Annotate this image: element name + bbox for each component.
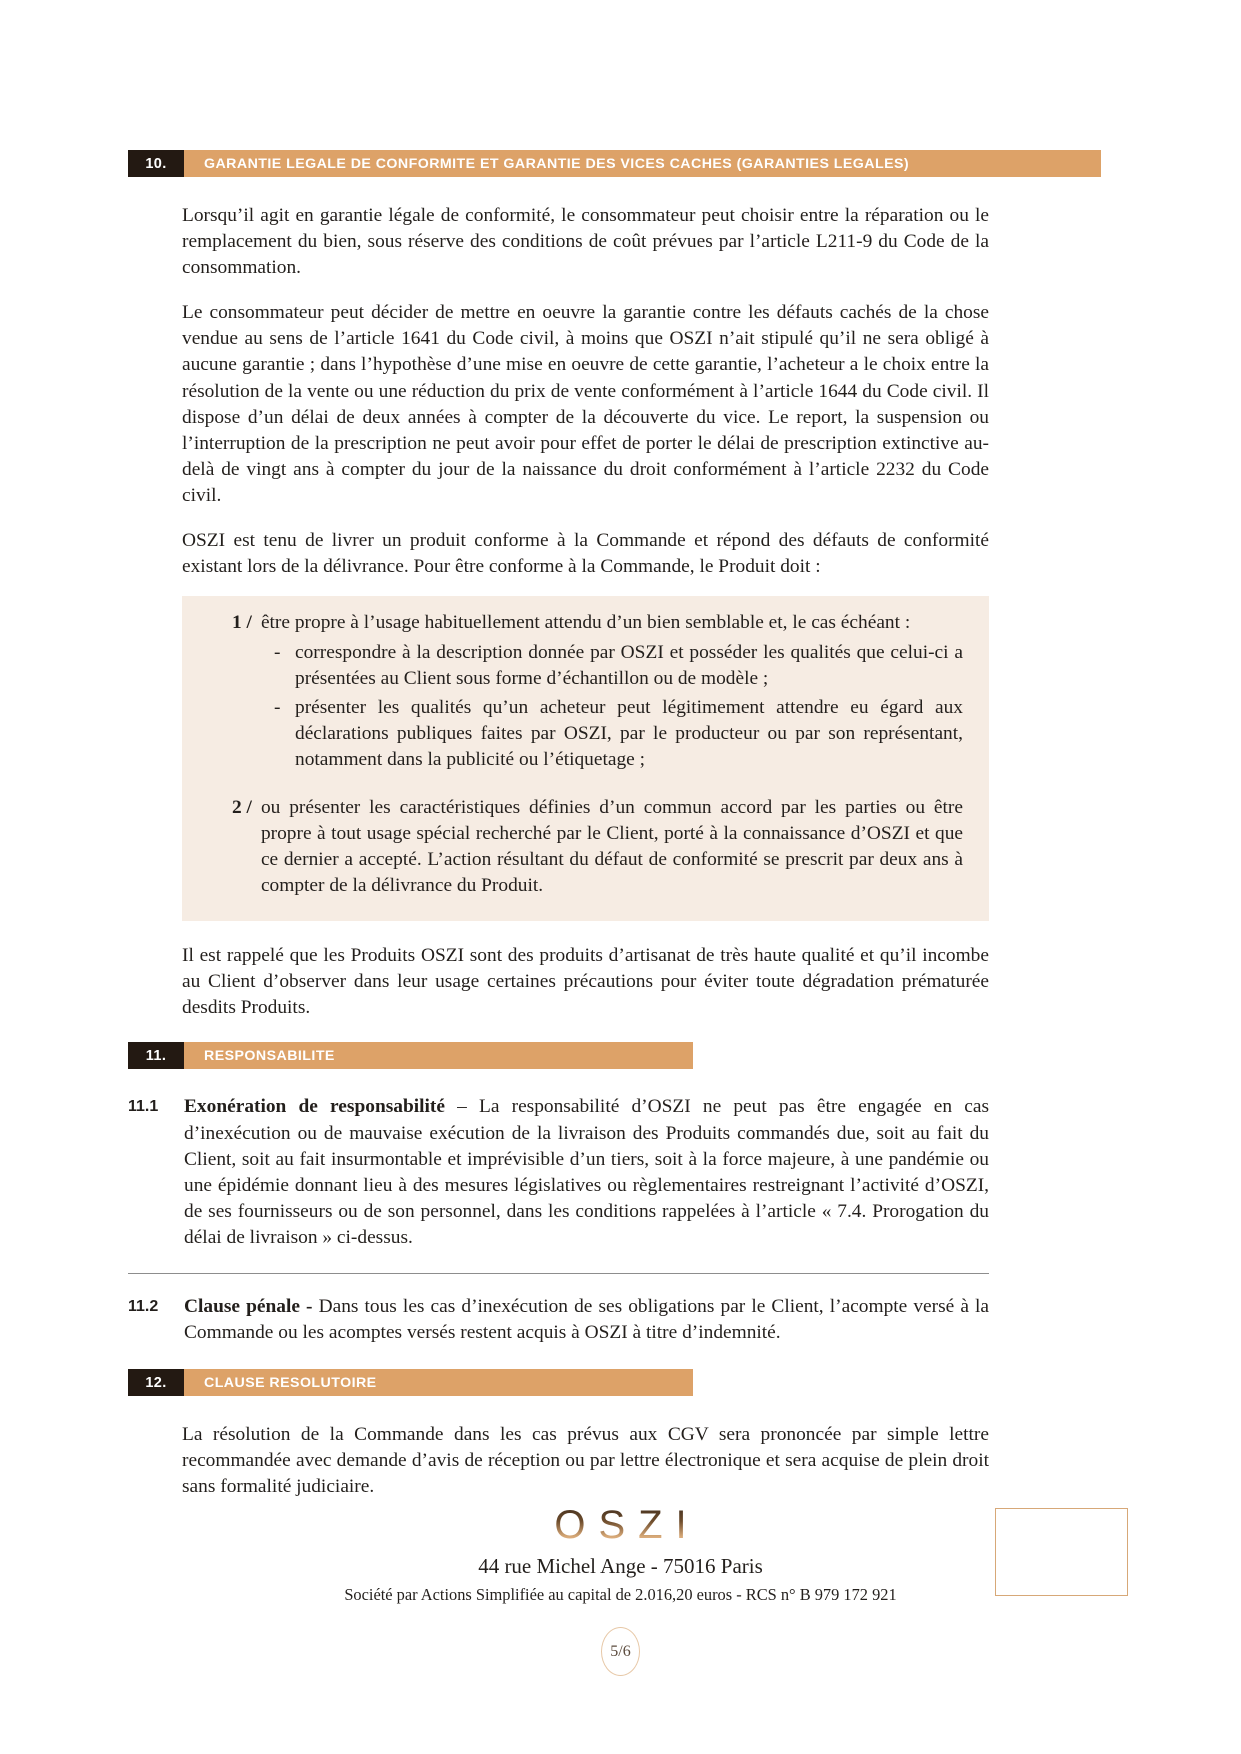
paragraph-3: OSZI est tenu de livrer un produit conforme à la Commande et répond des défauts de conformité existant lors de la délivrance. Pour être conforme à la Commande, le Produit doit : (182, 530, 989, 578)
section-header-10 (128, 150, 1101, 177)
list-item (208, 695, 963, 773)
page-number: 5/6 (601, 1627, 640, 1676)
dash-bullet-icon: - (274, 642, 281, 664)
callout-item-1-marker: 1 / (232, 612, 252, 634)
section-number-11: 11. (128, 1042, 184, 1069)
paragraph-5: La résolution de la Commande dans les cas prévus aux CGV sera prononcée par simple lettre recommandée avec demande d’avis de réception ou par lettre électronique et sera acquise de plein droit sans formalité judiciaire. (182, 1424, 989, 1498)
callout-bullet-1-text: correspondre à la description donnée par OSZI et posséder les qualités que celui-ci a présentées au Client sous forme d’échantillon ou de modèle ; (295, 642, 963, 690)
section-10-body (182, 203, 989, 580)
subsection-divider (128, 1273, 989, 1274)
subsection-11-2 (128, 1294, 989, 1346)
subsection-11-1-number: 11.1 (128, 1098, 159, 1116)
list-item (208, 640, 963, 692)
section-12-body (182, 1422, 989, 1500)
conformity-requirements-callout (182, 596, 989, 921)
section-title-10: GARANTIE LEGALE DE CONFORMITE ET GARANTIE DES VICES CACHES (GARANTIES LEGALES) (184, 150, 1101, 177)
subsection-11-1 (128, 1094, 989, 1251)
subsection-11-2-lead: Clause pénale - (184, 1296, 313, 1317)
subsection-11-2-text: Dans tous les cas d’inexécution de ses obligations par le Client, l’acompte versé à la Commande ou les acomptes versés restent acquis à OSZI à titre d’indemnité. (184, 1296, 990, 1344)
callout-spacer (208, 781, 963, 795)
page-number-wrap (0, 1627, 1241, 1676)
section-10-closing (182, 943, 989, 1021)
callout-item-2 (208, 795, 963, 899)
paragraph-4: Il est rappelé que les Produits OSZI sont des produits d’artisanat de très haute qualité et qu’il incombe au Client d’observer dans leur usage certaines précautions pour éviter toute dégradation prématurée desdits Produits. (182, 945, 989, 1019)
callout-item-1 (208, 610, 963, 636)
oszi-logo: OSZI (541, 1503, 699, 1548)
footer-legal-info: Société par Actions Simplifiée au capital de 2.016,20 euros - RCS n° B 979 172 921 (344, 1585, 897, 1604)
section-number-12: 12. (128, 1369, 184, 1396)
footer-address: 44 rue Michel Ange - 75016 Paris (478, 1554, 763, 1578)
subsection-11-1-text: – La responsabilité d’OSZI ne peut pas être engagée en cas d’inexécution ou de mauvaise exécution de la livraison des Produits commandés due, soit au fait du Client, soit au fait insurmontable et imprévisible d’un tiers, soit à la force majeure, à une pandémie ou une épidémie donnant lieu à des mesures législatives ou règlementaires restreignant l’activité d’OSZI, de ses fournisseurs ou de son personnel, dans les conditions rappelées à l’article « 7.4. Prorogation du délai de livraison » ci-dessus. (184, 1096, 989, 1248)
section-header-12 (128, 1369, 693, 1396)
signature-stamp-box (995, 1508, 1128, 1596)
callout-item-2-text: ou présenter les caractéristiques définies d’un commun accord par les parties ou être propre à tout usage spécial recherché par le Client, porté à la connaissance d’OSZI et que ce dernier a accepté. L’action résultant du défaut de conformité se prescrit par deux ans à compter de la délivrance du Produit. (260, 796, 963, 897)
section-header-11 (128, 1042, 693, 1069)
section-number-10: 10. (128, 150, 184, 177)
callout-item-1-text: être propre à l’usage habituellement attendu d’un bien semblable et, le cas échéant : (260, 612, 911, 634)
paragraph-1: Lorsqu’il agit en garantie légale de conformité, le consommateur peut choisir entre la réparation ou le remplacement du bien, sous réserve des conditions de coût prévues par l’article L211-9 du Code de la consommation. (182, 205, 989, 279)
callout-bullet-2-text: présenter les qualités qu’un acheteur peut légitimement attendre eu égard aux déclarations publiques faites par OSZI, par le producteur ou par son représentant, notamment dans la publicité ou l’étiquetage ; (295, 696, 963, 770)
subsection-11-2-number: 11.2 (128, 1298, 159, 1315)
subsection-11-1-body (184, 1094, 989, 1251)
subsection-11-2-body (184, 1294, 989, 1346)
callout-bullet-list (208, 640, 963, 772)
callout-item-2-marker: 2 / (232, 796, 252, 818)
section-title-11: RESPONSABILITE (184, 1042, 693, 1069)
paragraph-2: Le consommateur peut décider de mettre en oeuvre la garantie contre les défauts cachés de la chose vendue au sens de l’article 1641 du Code civil, à moins que OSZI n’ait stipulé qu’il ne sera obligé à aucune garantie ; dans l’hypothèse d’une mise en oeuvre de cette garantie, l’acheteur a le choix entre la résolution de la vente ou une réduction du prix de vente conformément à l’article 1644 du Code civil. Il dispose d’un délai de deux années à compter de la découverte du vice. Le report, la suspension ou l’interruption de la prescription ne peut avoir pour effet de porter le délai de prescription extinctive au-delà de vingt ans à compter du jour de la naissance du droit conformément à l’article 2232 du Code civil. (182, 302, 989, 506)
subsection-11-1-lead: Exonération de responsabilité (184, 1096, 445, 1118)
section-title-12: CLAUSE RESOLUTOIRE (184, 1369, 693, 1396)
dash-bullet-icon: - (274, 696, 281, 718)
